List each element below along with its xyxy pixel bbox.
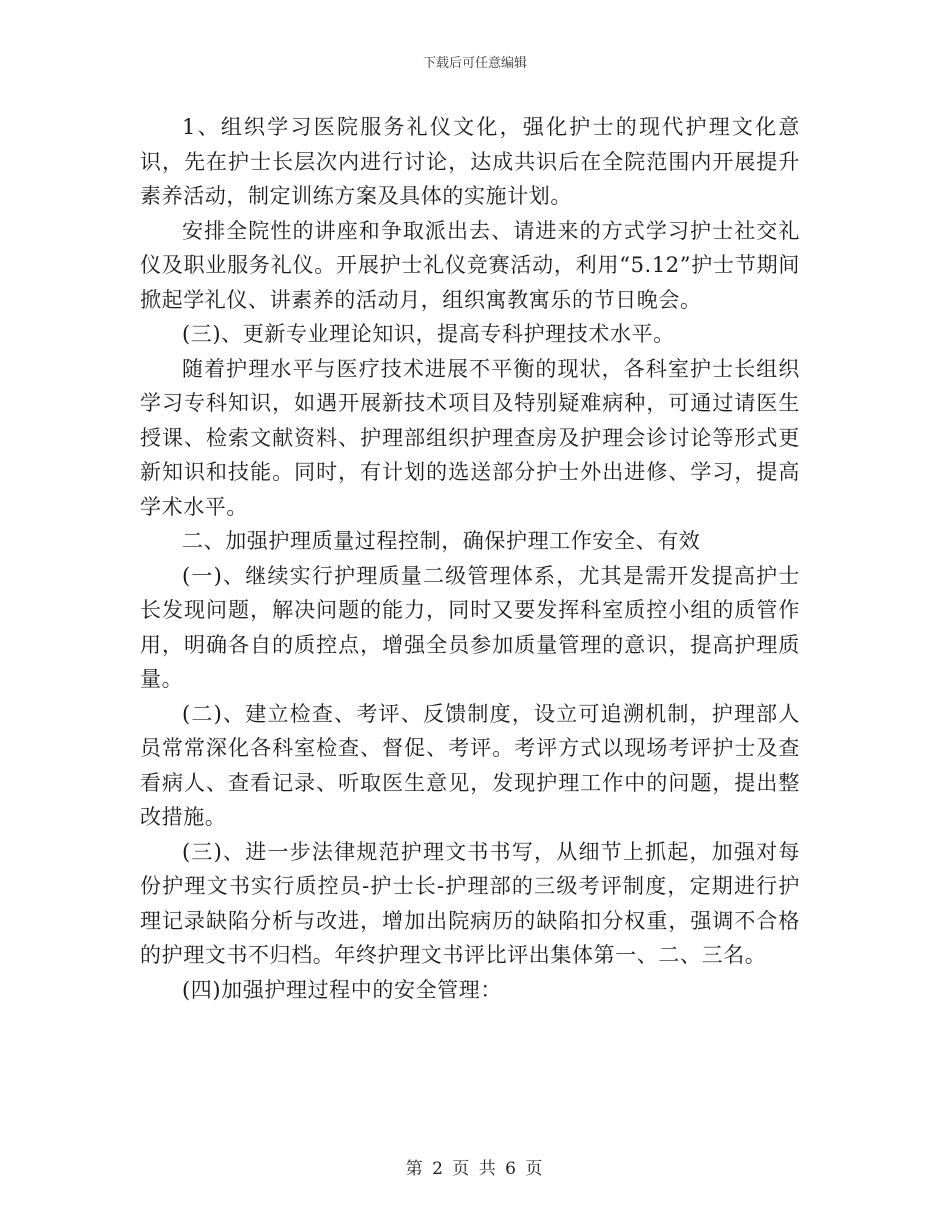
paragraph-6: (一)、继续实行护理质量二级管理体系，尤其是需开发提高护士长发现问题，解决问题的能力，同时又要发挥科室质控小组的质管作用，明确各自的质控点，增强全员参加质量管理的意识，提高护理质量。 bbox=[140, 563, 800, 691]
paragraph-8: (三)、进一步法律规范护理文书书写，从细节上抓起，加强对每份护理文书实行质控员-护士长-护理部的三级考评制度，定期进行护理记录缺陷分析与改进，增加出院病历的缺陷扣分权重，强调不合格的护理文书不归档。年终护理文书评比评出集体第一、二、三名。 bbox=[140, 839, 800, 967]
paragraph-1: 1、组织学习医院服务礼仪文化，强化护士的现代护理文化意识，先在护士长层次内进行讨论，达成共识后在全院范围内开展提升素养活动，制定训练方案及具体的实施计划。 bbox=[140, 115, 800, 208]
page-number-footer: 第 2 页 共 6 页 bbox=[405, 1159, 545, 1179]
paragraph-5: 二、加强护理质量过程控制，确保护理工作安全、有效 bbox=[182, 529, 701, 553]
document-body bbox=[140, 110, 800, 1007]
paragraph-2: 安排全院性的讲座和争取派出去、请进来的方式学习护士社交礼仪及职业服务礼仪。开展护士礼仪竞赛活动，利用“5.12”护士节期间掀起学礼仪、讲素养的活动月，组织寓教寓乐的节日晚会。 bbox=[140, 218, 800, 312]
paragraph-9: (四)加强护理过程中的安全管理： bbox=[182, 977, 502, 1002]
page-header: 下载后可任意编辑 bbox=[422, 56, 527, 71]
paragraph-7: (二)、建立检查、考评、反馈制度，设立可追溯机制，护理部人员常常深化各科室检查、督促、考评。考评方式以现场考评护士及查看病人、查看记录、听取医生意见，发现护理工作中的问题，提出整改措施。 bbox=[140, 701, 800, 829]
paragraph-3: (三)、更新专业理论知识，提高专科护理技术水平。 bbox=[182, 322, 675, 346]
paragraph-4: 随着护理水平与医疗技术进展不平衡的现状，各科室护士长组织学习专科知识，如遇开展新技术项目及特别疑难病种，可通过请医生授课、检索文献资料、护理部组织护理查房及护理会诊讨论等形式更新知识和技能。同时，有计划的选送部分护士外出进修、学习，提高学术水平。 bbox=[140, 356, 800, 519]
